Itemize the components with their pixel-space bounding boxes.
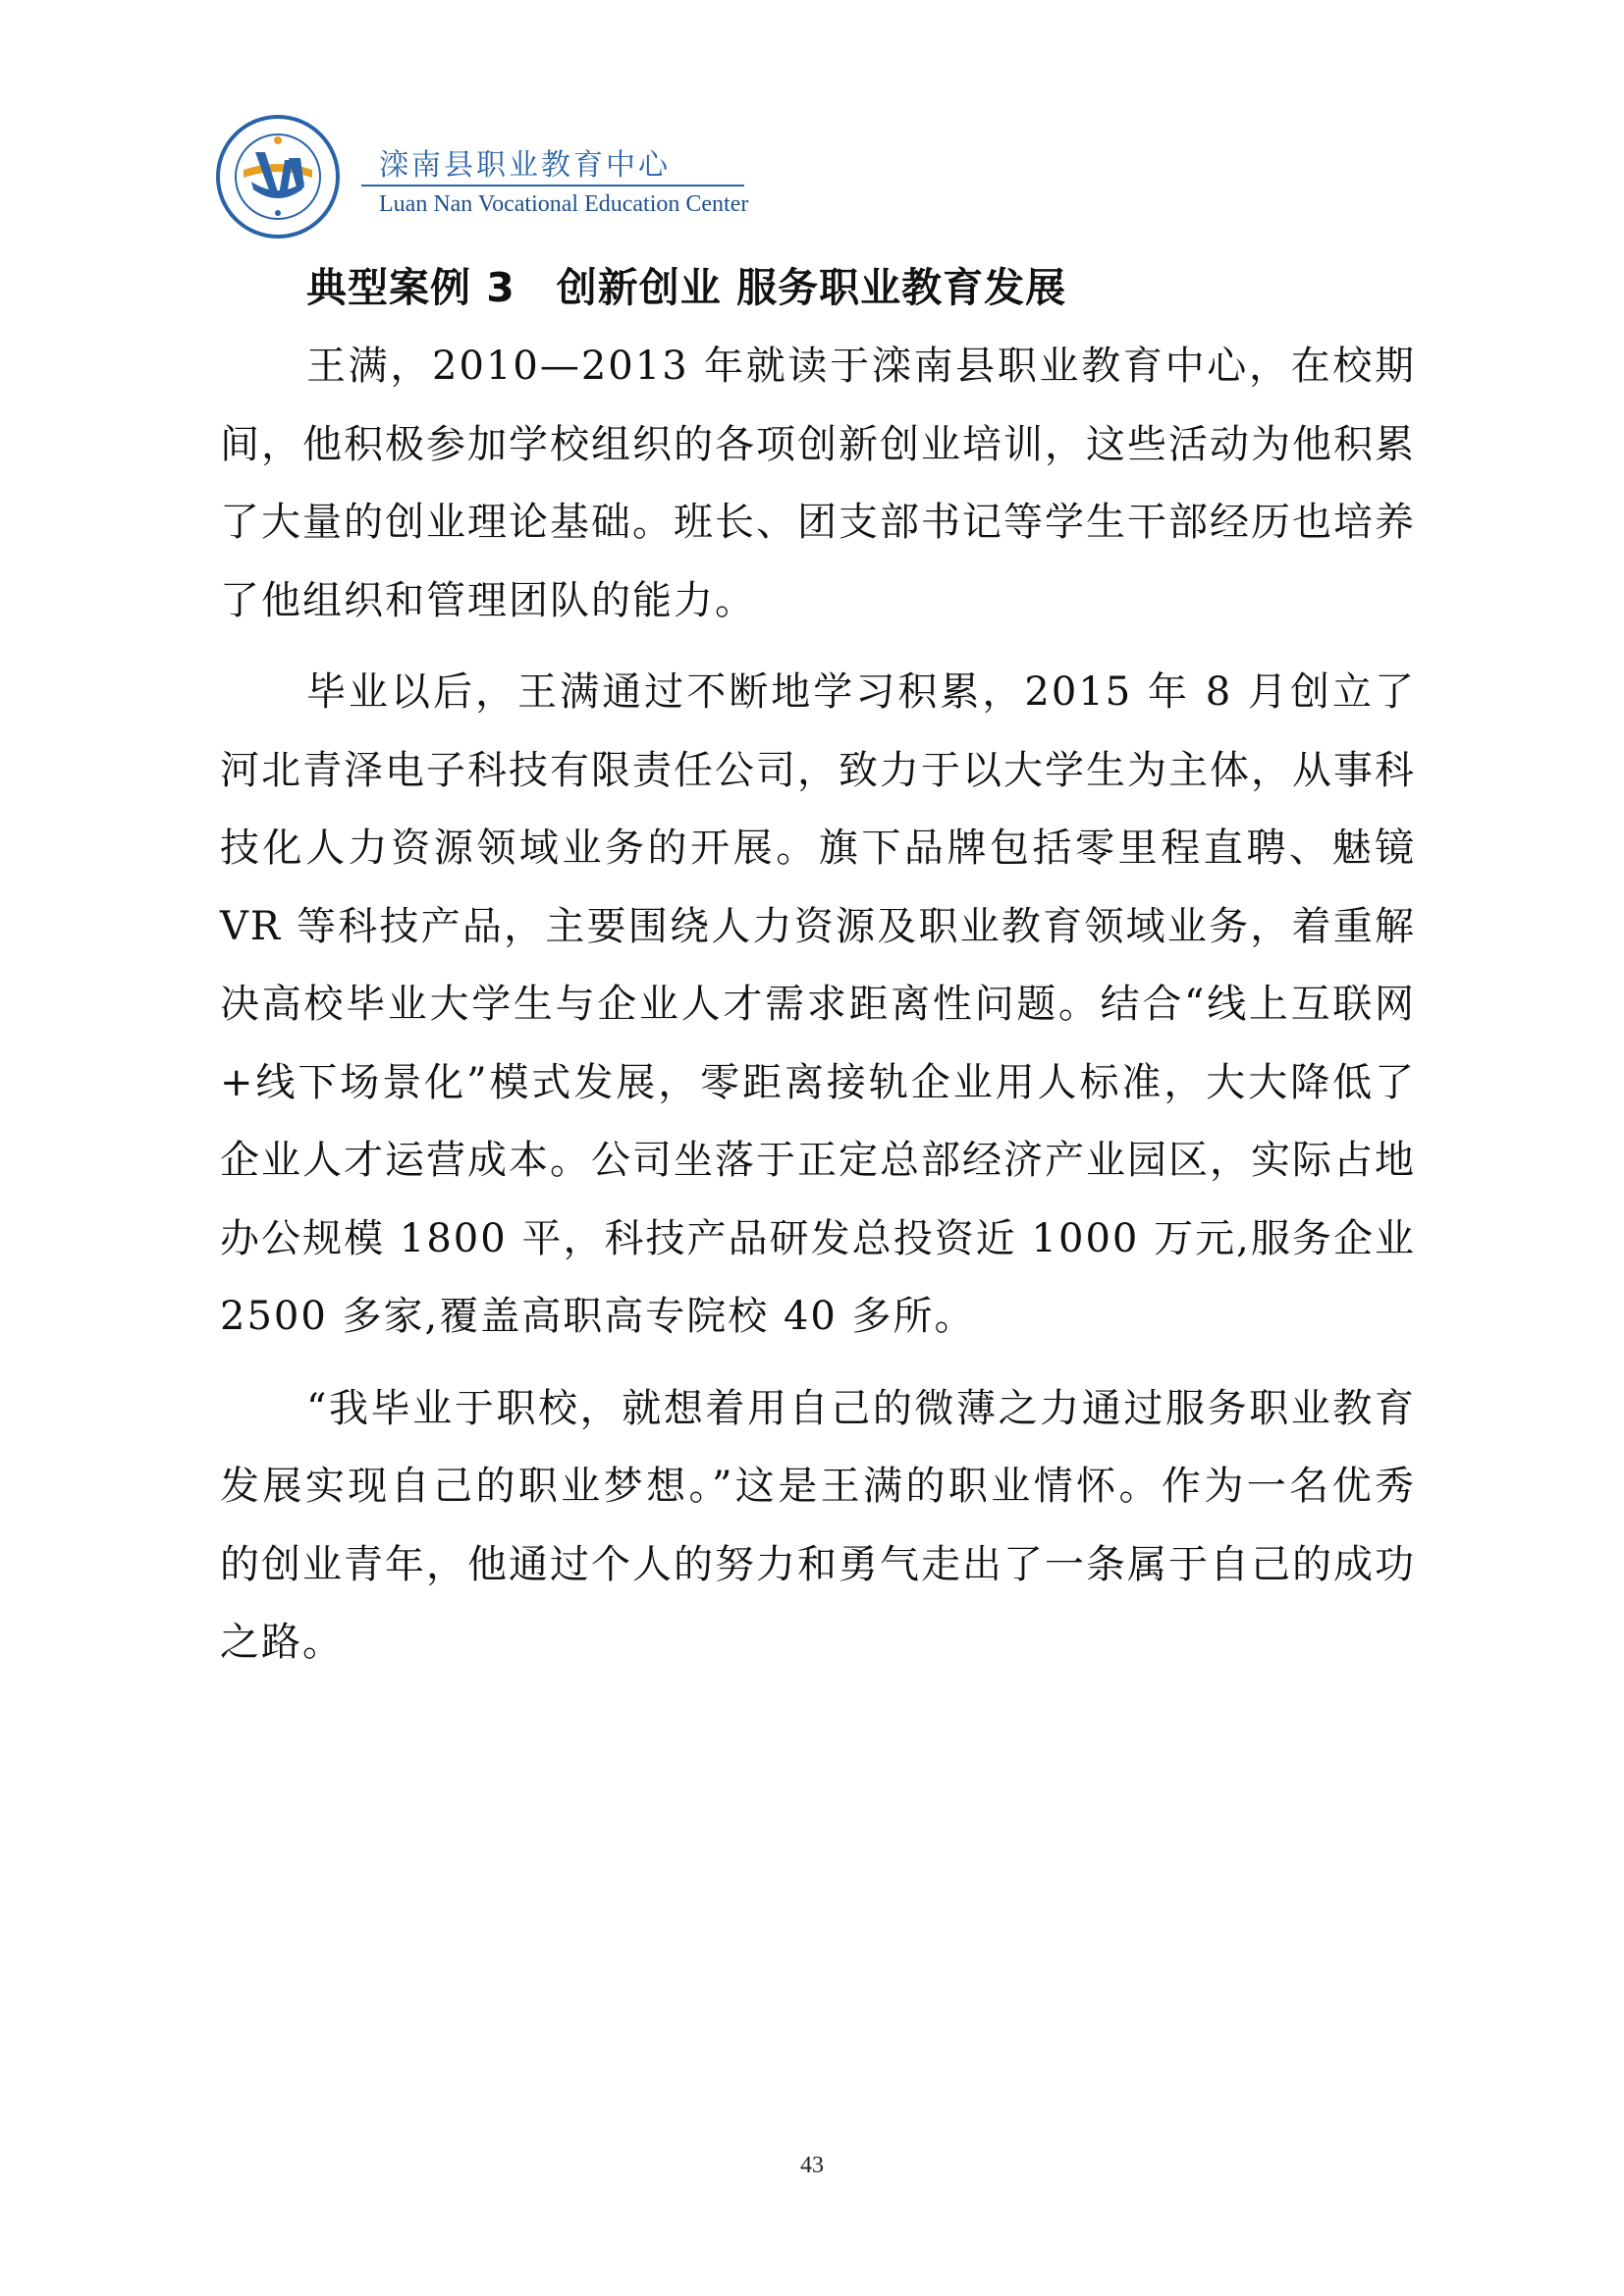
paragraph-1: 王满，2010—2013 年就读于滦南县职业教育中心，在校期间，他积极参加学校组织的各项创新创业培训，这些活动为他积累了大量的创业理论基础。班长、团支部书记等学生干部经历也培养了他组织和管理团队的能力。 bbox=[220, 344, 1416, 623]
header-divider bbox=[361, 185, 744, 187]
school-name-english: Luan Nan Vocational Education Center bbox=[379, 191, 749, 217]
page-header bbox=[214, 113, 749, 240]
article-title: 典型案例 3 创新创业 服务职业教育发展 bbox=[306, 264, 1067, 311]
article-body bbox=[220, 257, 1416, 1682]
school-emblem-icon bbox=[214, 113, 342, 240]
paragraph-2: 毕业以后，王满通过不断地学习积累，2015 年 8 月创立了河北青泽电子科技有限责任公司，致力于以大学生为主体，从事科技化人力资源领域业务的开展。旗下品牌包括零里程直聘、魅镜 VR 等科技产品，主要围绕人力资源及职业教育领域业务，着重解决高校毕业大学生与企业人才需求距离性问题。结合“线上互联网+线下场景化”模式发展，零距离接轨企业用人标准，大大降低了企业人才运营成本。公司坐落于正定总部经济产业园区，实际占地办公规模 1800 平，科技产品研发总投资近 1000 万元,服务企业 2500 多家,覆盖高职高专院校 40 多所。 bbox=[220, 669, 1416, 1339]
page-number: 43 bbox=[800, 2153, 824, 2178]
school-name-chinese: 滦南县职业教育中心 bbox=[379, 148, 671, 183]
paragraph-3: “我毕业于职校，就想着用自己的微薄之力通过服务职业教育发展实现自己的职业梦想。”这是王满的职业情怀。作为一名优秀的创业青年，他通过个人的努力和勇气走出了一条属于自己的成功之路。 bbox=[220, 1385, 1416, 1665]
